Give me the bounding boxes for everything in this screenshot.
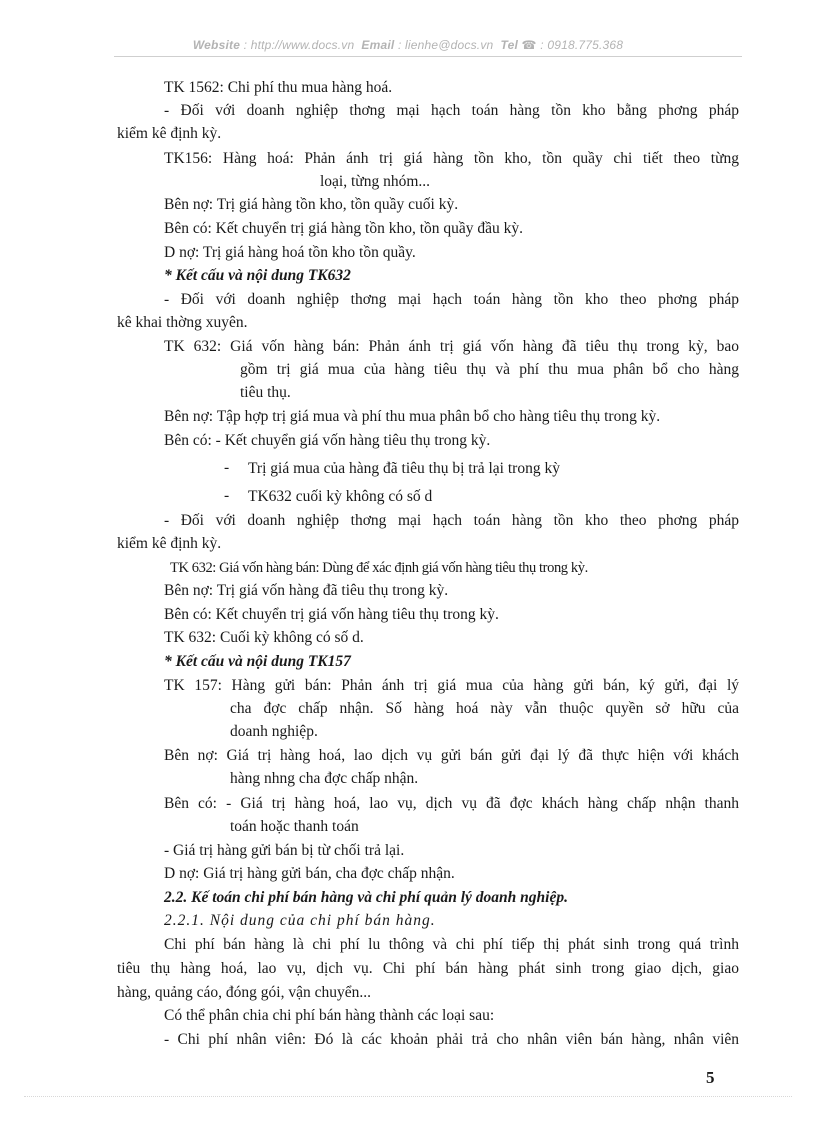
email-value: : lienhe@docs.vn [397, 38, 494, 52]
text-line: TK 632: Cuối kỳ không có số d. [164, 629, 364, 646]
text-line: Trị giá mua của hàng đã tiêu thụ bị trả lại trong kỳ [248, 460, 560, 477]
text-line: Bên nợ: Trị giá vốn hàng đã tiêu thụ trong kỳ. [164, 582, 449, 599]
text-line: Bên nợ: Tập hợp trị giá mua và phí thu mua phân bổ cho hàng tiêu thụ trong kỳ. [164, 408, 661, 425]
text-line: TK 632: Giá vốn hàng bán: Phản ánh trị giá vốn hàng đã tiêu thụ trong kỳ, bao [164, 338, 739, 355]
phone-icon: ☎ [521, 38, 537, 52]
text-line: loại, từng nhóm... [320, 173, 431, 190]
bullet-dash: - [224, 459, 230, 476]
text-line: - Đối với doanh nghiệp thơng mại hạch toán hàng tồn kho theo phơng pháp [164, 512, 739, 529]
section-heading: * Kết cấu và nội dung TK632 [164, 267, 351, 284]
text-line: Chi phí bán hàng là chi phí lu thông và chi phí tiếp thị phát sinh trong quá trình [164, 936, 739, 953]
text-line: Bên nợ: Giá trị hàng hoá, lao dịch vụ gửi bán gửi đại lý đã thực hiện với khách [164, 747, 739, 764]
text-line: - Đối với doanh nghiệp thơng mại hạch toán hàng tồn kho bằng phơng pháp [164, 102, 739, 119]
page-header [0, 38, 816, 52]
text-line: TK 157: Hàng gửi bán: Phản ánh trị giá mua của hàng gửi bán, ký gửi, đại lý [164, 677, 739, 694]
text-line: TK156: Hàng hoá: Phản ánh trị giá hàng tồn kho, tồn quầy chi tiết theo từng [164, 150, 739, 167]
text-line: - Giá trị hàng gửi bán bị từ chối trả lại. [164, 842, 405, 859]
text-line: D nợ: Trị giá hàng hoá tồn kho tồn quầy. [164, 244, 416, 261]
text-line: D nợ: Giá trị hàng gửi bán, cha đợc chấp nhận. [164, 865, 455, 882]
text-line: tiêu thụ hàng hoá, lao vụ, dịch vụ. Chi phí bán hàng phát sinh trong giao dịch, giao [117, 960, 739, 977]
text-line: doanh nghiệp. [230, 723, 318, 740]
page-number: 5 [706, 1068, 715, 1087]
text-line: Bên có: - Kết chuyển giá vốn hàng tiêu thụ trong kỳ. [164, 432, 491, 449]
text-line: TK 1562: Chi phí thu mua hàng hoá. [164, 79, 393, 96]
text-line: hàng, quảng cáo, đóng gói, vận chuyển... [117, 984, 371, 1001]
section-heading: * Kết cấu và nội dung TK157 [164, 653, 351, 670]
subsection-heading: 2.2.1. Nội dung của chi phí bán hàng. [164, 912, 436, 929]
text-line: Bên có: Kết chuyển trị giá hàng tồn kho, tồn quầy đầu kỳ. [164, 220, 524, 237]
text-line: kiểm kê định kỳ. [117, 125, 222, 142]
bullet-dash: - [224, 487, 230, 504]
text-line: - Chi phí nhân viên: Đó là các khoản phải trả cho nhân viên bán hàng, nhân viên [164, 1031, 739, 1048]
text-line: Bên có: Kết chuyển trị giá vốn hàng tiêu thụ trong kỳ. [164, 606, 499, 623]
text-line: tiêu thụ. [240, 384, 291, 401]
text-line: Bên có: - Giá trị hàng hoá, lao vụ, dịch vụ đã đợc khách hàng chấp nhận thanh [164, 795, 739, 812]
text-line: Bên nợ: Trị giá hàng tồn kho, tồn quầy cuối kỳ. [164, 196, 459, 213]
email-label: Email [361, 38, 395, 52]
text-line: cha đợc chấp nhận. Số hàng hoá này vẫn thuộc quyền sở hữu của [230, 700, 739, 717]
footer-divider [24, 1096, 792, 1097]
website-value: : http://www.docs.vn [243, 38, 355, 52]
text-line: gồm trị giá mua của hàng tiêu thụ và phí thu mua phân bổ cho hàng [240, 361, 739, 378]
text-line: toán hoặc thanh toán [230, 818, 359, 835]
text-line: hàng nhng cha đợc chấp nhận. [230, 770, 419, 787]
text-line: Có thể phân chia chi phí bán hàng thành các loại sau: [164, 1007, 495, 1024]
text-line: - Đối với doanh nghiệp thơng mại hạch toán hàng tồn kho theo phơng pháp [164, 291, 739, 308]
header-divider [114, 56, 742, 57]
text-line: TK 632: Giá vốn hàng bán: Dùng để xác định giá vốn hàng tiêu thụ trong kỳ. [170, 560, 588, 576]
tel-label: Tel [500, 38, 518, 52]
section-heading: 2.2. Kế toán chi phí bán hàng và chi phí quản lý doanh nghiệp. [164, 889, 568, 906]
website-label: Website [192, 38, 241, 52]
text-line: kiểm kê định kỳ. [117, 535, 222, 552]
tel-value: : 0918.775.368 [540, 38, 624, 52]
text-line: TK632 cuối kỳ không có số d [248, 488, 433, 505]
text-line: kê khai thờng xuyên. [117, 314, 248, 331]
